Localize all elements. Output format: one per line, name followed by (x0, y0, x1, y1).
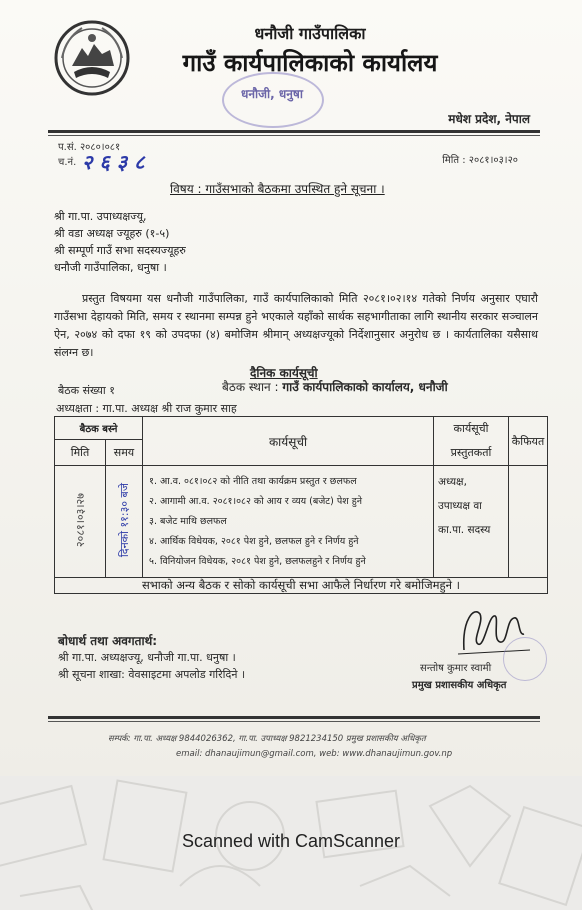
header-time: समय (106, 440, 143, 466)
copy-to-line: श्री सूचना शाखा: वेवसाइटमा अपलोड गरिदिने । (58, 668, 246, 681)
footer-divider (48, 716, 540, 719)
meeting-venue (222, 378, 448, 395)
dispatch-number-handwritten: २ ६ ३ ८ (82, 150, 145, 174)
official-seal (503, 637, 547, 681)
agenda-table (54, 416, 548, 594)
agenda-items (143, 466, 434, 578)
agenda-title: दैनिक कार्यसूची (250, 366, 318, 380)
municipality-name: धनौजी गाउँपालिका (254, 24, 366, 43)
header-agenda: कार्यसूची (143, 417, 434, 466)
recipient-line: धनौजी गाउँपालिका, धनुषा । (54, 261, 167, 274)
venue-value: गाउँ कार्यपालिकाको कार्यालय, धनौजी (282, 380, 448, 394)
agenda-item: २. आगामी आ.व. २०८१।०८२ को आय र व्यय (बजेट) पेश हुने (149, 495, 363, 507)
header-presenter: कार्यसूची प्रस्तुतकर्ता (434, 417, 509, 466)
letter-date: मिति : २०८१।०३।२० (442, 155, 518, 166)
footer-contact: सम्पर्क: गा.पा. अध्यक्ष 9844026362, गा.पा. उपाध्यक्ष 9821234150 प्रमुख प्रशासकीय अधिकृत (108, 734, 426, 744)
header-divider (48, 130, 540, 133)
government-emblem-logo (52, 18, 132, 98)
meeting-date: २०८१।०३।२७ (73, 492, 87, 548)
meeting-time-cell (106, 466, 143, 578)
office-title: गाउँ कार्यपालिकाको कार्यालय (182, 49, 438, 77)
recipient-line: श्री गा.पा. उपाध्यक्षज्यू, (54, 210, 147, 223)
letter-body (54, 290, 538, 362)
copy-to-line: श्री गा.पा. अध्यक्षज्यू, धनौजी गा.पा. धनुषा । (58, 651, 236, 664)
watermark-text: Scanned with CamScanner (181, 831, 401, 851)
camscanner-footer (0, 776, 582, 910)
remarks-cell (509, 466, 548, 578)
header-date: मिति (55, 440, 106, 466)
agenda-item: १. आ.व. ०८१।०८२ को नीति तथा कार्यक्रम प्रस्तुत र छलफल (149, 475, 357, 487)
copy-to-list (58, 649, 245, 683)
agenda-item: ३. बजेट माथि छलफल (149, 515, 227, 527)
presenter-line: अध्यक्ष, (438, 476, 467, 488)
header-remarks: कैफियत (509, 417, 548, 466)
signatory-name: सन्तोष कुमार स्वामी (420, 663, 492, 674)
recipient-list (54, 208, 186, 276)
chairperson-line: अध्यक्षता : गा.पा. अध्यक्ष श्री राज कुमार साह (56, 402, 237, 415)
letter-subject: विषय : गाउँसभाको बैठकमा उपस्थित हुने सूचना । (170, 182, 385, 196)
presenter-line: उपाध्यक्ष वा (438, 500, 482, 512)
footer-divider-thin (48, 721, 540, 722)
meeting-time: दिनको ११:३० बजे (117, 482, 131, 558)
header-meeting-sits: बैठक बस्ने (55, 417, 143, 440)
presenter-cell (434, 466, 509, 578)
presenter-line: का.पा. सदस्य (438, 524, 491, 536)
province-line: मधेश प्रदेश, नेपाल (448, 112, 530, 126)
recipient-line: श्री वडा अध्यक्ष ज्यूहरु (१-५) (54, 227, 170, 240)
footer-email-web: email: dhanaujimun@gmail.com, web: www.dhanaujimun.gov.np (176, 749, 453, 759)
recipient-line: श्री सम्पूर्ण गाउँ सभा सदस्यज्यूहरु (54, 244, 186, 257)
letter-body-text: प्रस्तुत विषयमा यस धनौजी गाउँपालिका, गाउँ कार्यपालिकाको मिति २०८१।०२।१४ गतेको निर्णय अनुसार एघारौ गाउँसभा देहायको मिति, समय र स्थानमा सम्पन्न हुने भएकाले यहाँको सार्थक सहभागीताका लागि स्थानीय सरकार सञ्चालन ऐन, २०७४ को दफा १९ को उपदफा (४) बमोजिम श्रीमान् अध्यक्षज्यूको निर्देशानुसार अनुरोध छ । कार्यतालिका यसैसाथ संलग्न छ। (54, 292, 538, 359)
reference-number: प.सं. २०८०।०८१ (58, 142, 121, 153)
dispatch-label: च.नं. (58, 157, 77, 168)
agenda-item: ५. विनियोजन विधेयक, २०८१ पेश हुने, छलफलहुने र निर्णय हुने (149, 555, 366, 567)
agenda-item: ४. आर्थिक विधेयक, २०८१ पेश हुने, छलफल हुने र निर्णय हुने (149, 535, 359, 547)
meeting-date-cell (55, 466, 106, 578)
agenda-note: सभाको अन्य बैठक र सोको कार्यसूची सभा आफैले निर्धारण गरे बमोजिमहुने । (55, 578, 548, 594)
venue-label: बैठक स्थान : (222, 380, 279, 394)
meeting-number: बैठक संख्या १ (58, 384, 115, 397)
office-stamp-text: धनौजी, धनुषा (241, 87, 303, 101)
signatory-title: प्रमुख प्रशासकीय अधिकृत (412, 680, 507, 691)
copy-to-heading: बोधार्थ तथा अवगतार्थ: (58, 634, 158, 648)
header-divider-thin (48, 135, 540, 136)
